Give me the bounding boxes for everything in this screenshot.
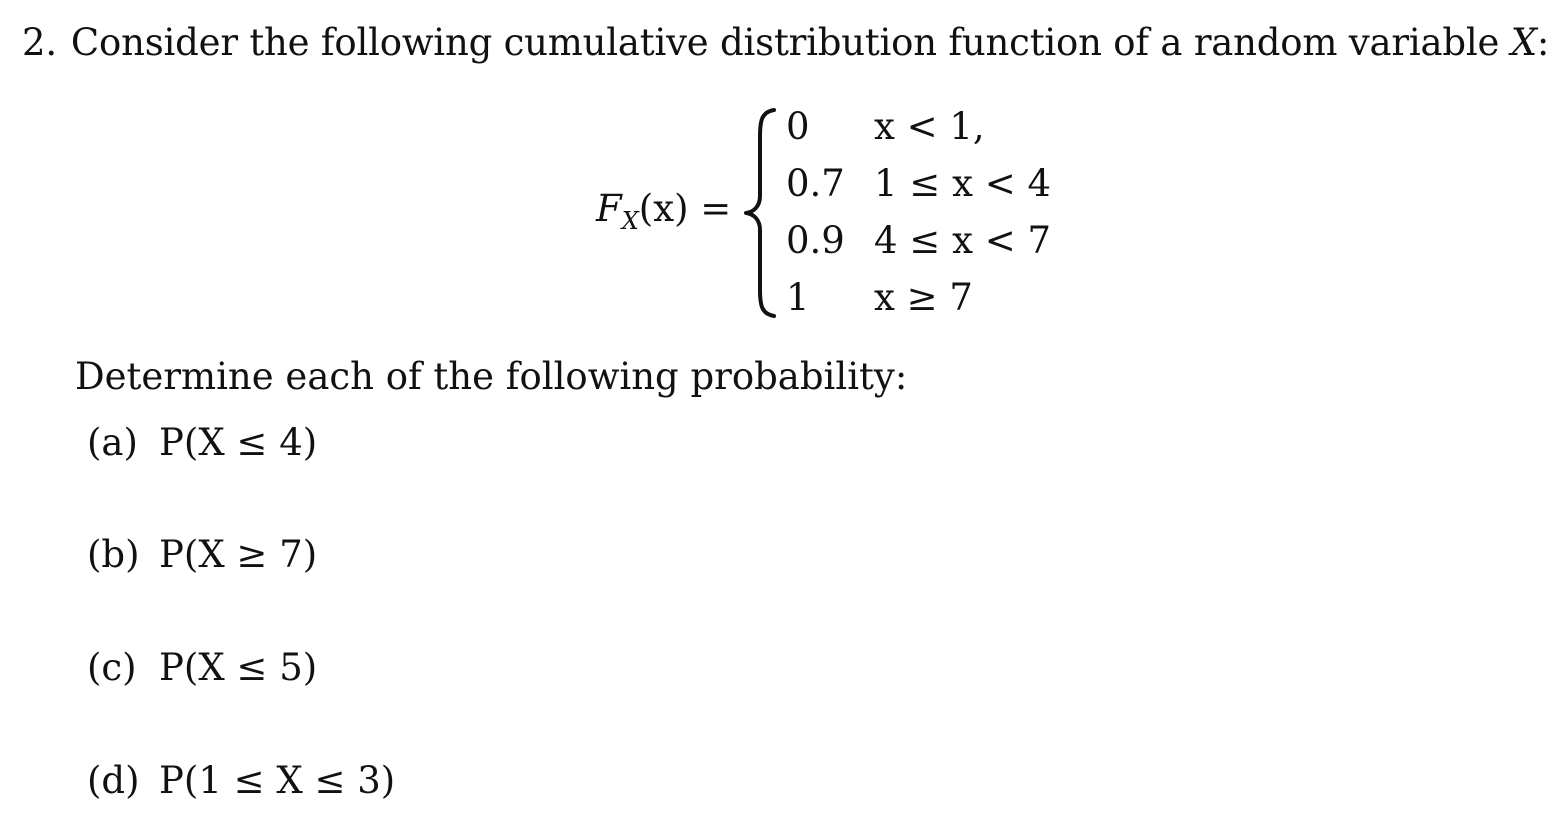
cdf-case-condition: x < 1, bbox=[874, 105, 985, 148]
cdf-case-value: 0 bbox=[786, 105, 810, 148]
problem-number: 2. bbox=[22, 21, 57, 64]
cdf-case-row bbox=[786, 102, 985, 152]
cdf-argument: (x) = bbox=[638, 187, 732, 230]
left-brace-icon bbox=[740, 106, 780, 320]
cdf-case-condition: 4 ≤ x < 7 bbox=[874, 219, 1051, 262]
instruction-text: Determine each of the following probability: bbox=[75, 355, 908, 398]
cdf-case-value: 0.9 bbox=[786, 219, 845, 262]
part-d bbox=[87, 756, 395, 806]
cdf-subscript: X bbox=[621, 207, 639, 235]
part-expression: P(X ≤ 5) bbox=[159, 646, 318, 689]
cdf-equation bbox=[590, 102, 1110, 322]
part-b bbox=[87, 530, 317, 580]
random-variable-symbol: X bbox=[1510, 21, 1537, 64]
cdf-case-row bbox=[786, 273, 973, 323]
cdf-case-value: 1 bbox=[786, 276, 810, 319]
part-label: (b) bbox=[87, 533, 140, 576]
part-label: (c) bbox=[87, 646, 137, 689]
part-expression: P(1 ≤ X ≤ 3) bbox=[159, 759, 396, 802]
part-c bbox=[87, 643, 317, 693]
cdf-lhs bbox=[596, 184, 731, 238]
problem-colon: : bbox=[1536, 21, 1549, 64]
problem-statement bbox=[22, 18, 1549, 68]
part-expression: P(X ≤ 4) bbox=[159, 421, 318, 464]
part-label: (d) bbox=[87, 759, 140, 802]
part-label: (a) bbox=[87, 421, 138, 464]
part-a bbox=[87, 418, 317, 468]
cdf-case-value: 0.7 bbox=[786, 162, 845, 205]
cdf-case-row bbox=[786, 216, 1051, 266]
cdf-case-condition: 1 ≤ x < 4 bbox=[874, 162, 1051, 205]
part-expression: P(X ≥ 7) bbox=[159, 533, 318, 576]
cdf-case-condition: x ≥ 7 bbox=[874, 276, 973, 319]
cdf-function-name: F bbox=[596, 187, 622, 230]
problem-text: Consider the following cumulative distribution function of a random variable bbox=[70, 21, 1500, 64]
cdf-case-row bbox=[786, 159, 1051, 209]
